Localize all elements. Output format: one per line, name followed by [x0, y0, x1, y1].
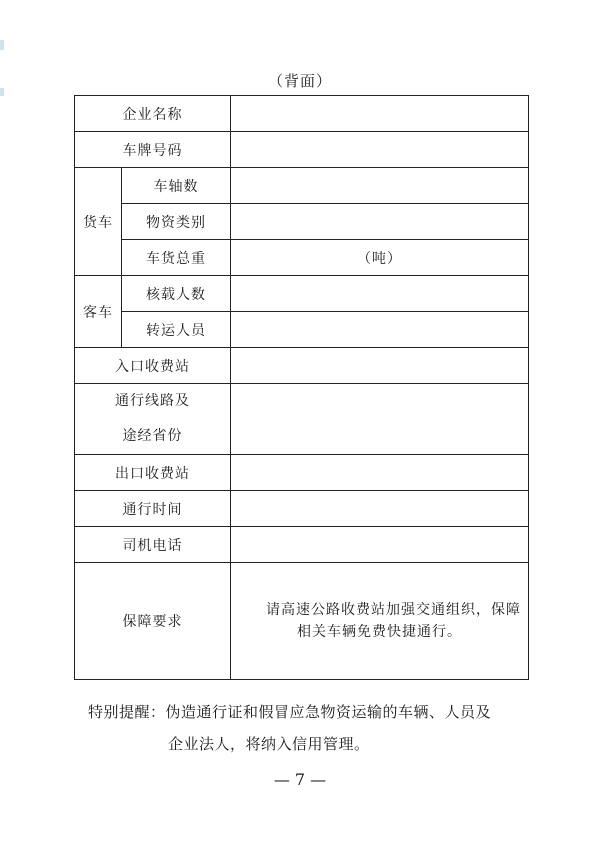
label-truck-group: 货车	[75, 168, 122, 276]
page-title: （背面）	[267, 72, 332, 90]
field-entry-toll-station[interactable]	[231, 348, 529, 384]
label-route	[75, 384, 231, 455]
label-total-weight: 车货总重	[122, 240, 231, 276]
label-route-line2: 途经省份	[122, 428, 183, 444]
field-transfer-personnel[interactable]	[231, 312, 529, 348]
field-company-name[interactable]	[231, 96, 529, 132]
pass-form-table	[74, 95, 529, 680]
special-notice	[88, 696, 528, 760]
label-pass-time: 通行时间	[75, 491, 231, 527]
label-bus-group: 客车	[75, 276, 122, 348]
page-number: — 7 —	[273, 770, 327, 789]
label-entry-toll-station: 入口收费站	[75, 348, 231, 384]
label-guarantee-requirements: 保障要求	[75, 563, 231, 680]
guarantee-text: 请高速公路收费站加强交通组织，保障相关车辆免费快捷通行。	[266, 602, 521, 640]
field-rated-passengers[interactable]	[231, 276, 529, 312]
notice-line2: 企业法人，将纳入信用管理。	[168, 735, 370, 753]
notice-line1: 特别提醒：伪造通行证和假冒应急物资运输的车辆、人员及	[88, 703, 492, 721]
field-total-weight[interactable]: （吨）	[231, 240, 529, 276]
label-transfer-personnel: 转运人员	[122, 312, 231, 348]
field-axle-count[interactable]	[231, 168, 529, 204]
field-driver-phone[interactable]	[231, 527, 529, 563]
label-route-line1: 通行线路及	[115, 393, 190, 409]
label-driver-phone: 司机电话	[75, 527, 231, 563]
field-plate-number[interactable]	[231, 132, 529, 168]
guarantee-requirements-text	[231, 563, 529, 680]
label-plate-number: 车牌号码	[75, 132, 231, 168]
field-material-type[interactable]	[231, 204, 529, 240]
label-company-name: 企业名称	[75, 96, 231, 132]
field-pass-time[interactable]	[231, 491, 529, 527]
scan-edge-mark	[0, 40, 4, 50]
label-exit-toll-station: 出口收费站	[75, 455, 231, 491]
field-exit-toll-station[interactable]	[231, 455, 529, 491]
label-material-type: 物资类别	[122, 204, 231, 240]
label-axle-count: 车轴数	[122, 168, 231, 204]
field-route[interactable]	[231, 384, 529, 455]
label-rated-passengers: 核载人数	[122, 276, 231, 312]
